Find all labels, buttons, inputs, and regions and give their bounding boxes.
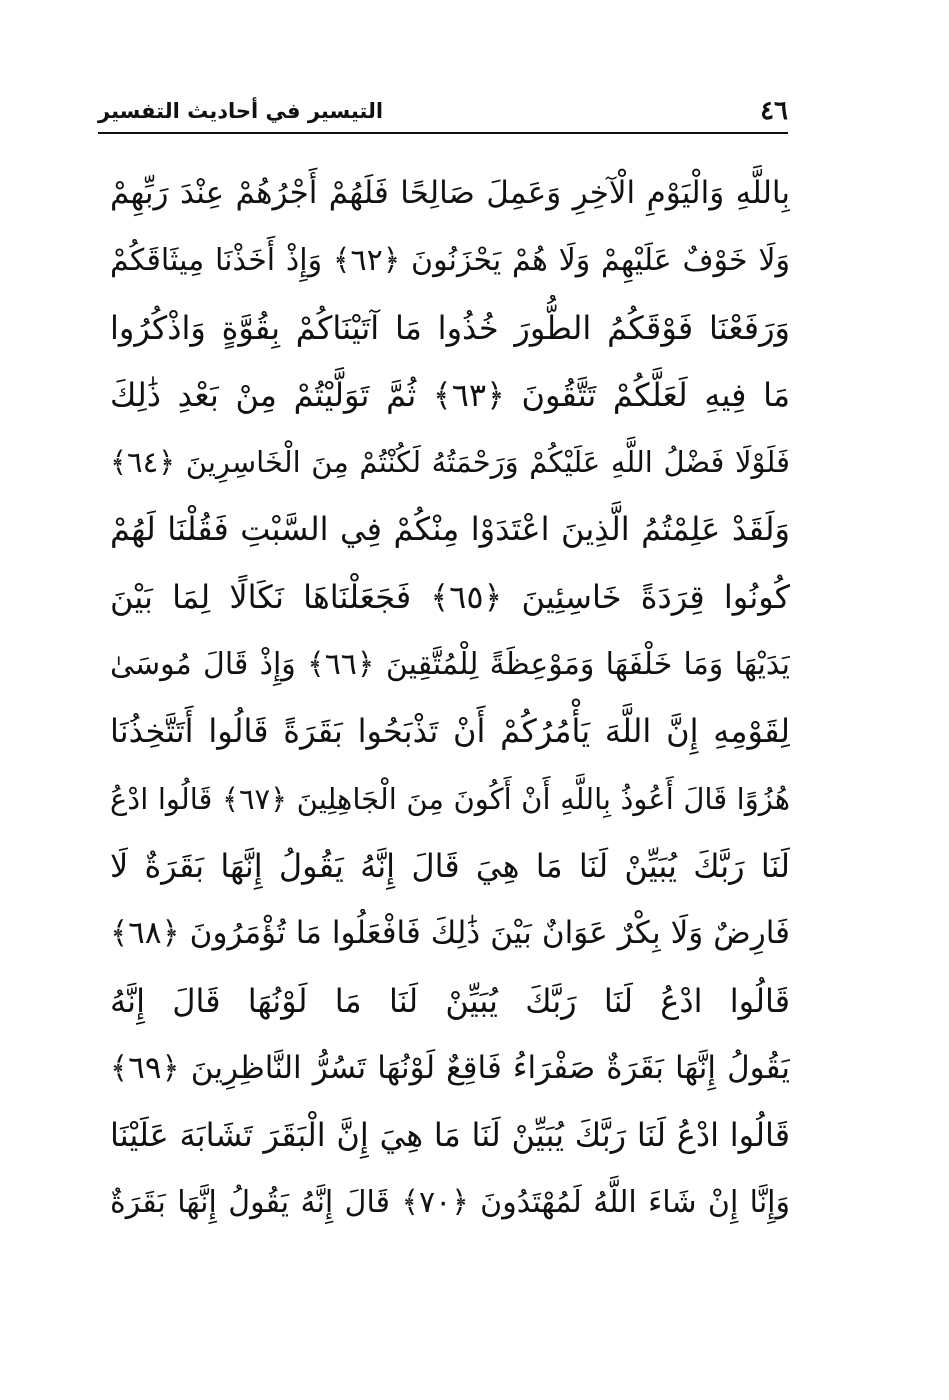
verse-line: وَرَفَعْنَا فَوْقَكُمُ الطُّورَ خُذُوا مَا آتَيْنَاكُمْ بِقُوَّةٍ وَاذْكُرُوا (110, 308, 790, 347)
verse-line: يَدَيْهَا وَمَا خَلْفَهَا وَمَوْعِظَةً لِلْمُتَّقِينَ ﴿٦٦﴾ وَإِذْ قَالَ مُوسَىٰ (110, 647, 790, 683)
verse-line: قَالُوا ادْعُ لَنَا رَبَّكَ يُبَيِّنْ لَنَا مَا هِيَ إِنَّ الْبَقَرَ تَشَابَهَ عَلَيْنَا (110, 1116, 790, 1155)
page-number: ٤٦ (760, 96, 788, 126)
book-title: التيسير في أحاديث التفسير (98, 98, 384, 123)
quran-text-block (110, 160, 790, 1237)
verse-line: قَالُوا ادْعُ لَنَا رَبَّكَ يُبَيِّنْ لَنَا مَا لَوْنُهَا قَالَ إِنَّهُ (110, 981, 790, 1020)
running-header (98, 92, 788, 130)
verse-line: وَلَقَدْ عَلِمْتُمُ الَّذِينَ اعْتَدَوْا مِنْكُمْ فِي السَّبْتِ فَقُلْنَا لَهُمْ (110, 510, 790, 549)
verse-line: لَنَا رَبَّكَ يُبَيِّنْ لَنَا مَا هِيَ قَالَ إِنَّهُ يَقُولُ إِنَّهَا بَقَرَةٌ لَا (110, 846, 790, 885)
verse-line: هُزُوًا قَالَ أَعُوذُ بِاللَّهِ أَنْ أَكُونَ مِنَ الْجَاهِلِينَ ﴿٦٧﴾ قَالُوا ادْعُ (110, 781, 790, 816)
verse-line: كُونُوا قِرَدَةً خَاسِئِينَ ﴿٦٥﴾ فَجَعَلْنَاهَا نَكَالًا لِمَا بَيْنَ (110, 577, 790, 616)
verse-line: بِاللَّهِ وَالْيَوْمِ الْآخِرِ وَعَمِلَ صَالِحًا فَلَهُمْ أَجْرُهُمْ عِنْدَ رَبِّهِمْ (110, 175, 790, 211)
verse-line: فَارِضٌ وَلَا بِكْرٌ عَوَانٌ بَيْنَ ذَٰلِكَ فَافْعَلُوا مَا تُؤْمَرُونَ ﴿٦٨﴾ (110, 915, 790, 952)
verse-line: لِقَوْمِهِ إِنَّ اللَّهَ يَأْمُرُكُمْ أَنْ تَذْبَحُوا بَقَرَةً قَالُوا أَتَتَّخِذُنَا (110, 712, 790, 751)
header-rule (98, 132, 788, 134)
verse-line: فَلَوْلَا فَضْلُ اللَّهِ عَلَيْكُمْ وَرَحْمَتُهُ لَكُنْتُمْ مِنَ الْخَاسِرِينَ ﴿٦٤﴾ (110, 445, 790, 480)
verse-line: وَلَا خَوْفٌ عَلَيْهِمْ وَلَا هُمْ يَحْزَنُونَ ﴿٦٢﴾ وَإِذْ أَخَذْنَا مِيثَاقَكُمْ (110, 243, 790, 279)
verse-line: يَقُولُ إِنَّهَا بَقَرَةٌ صَفْرَاءُ فَاقِعٌ لَوْنُهَا تَسُرُّ النَّاظِرِينَ ﴿٦٩﴾ (110, 1049, 790, 1086)
verse-line: مَا فِيهِ لَعَلَّكُمْ تَتَّقُونَ ﴿٦٣﴾ ثُمَّ تَوَلَّيْتُمْ مِنْ بَعْدِ ذَٰلِكَ (110, 375, 790, 414)
verse-line: وَإِنَّا إِنْ شَاءَ اللَّهُ لَمُهْتَدُونَ ﴿٧٠﴾ قَالَ إِنَّهُ يَقُولُ إِنَّهَا بَقَرَةٌ (110, 1185, 790, 1221)
